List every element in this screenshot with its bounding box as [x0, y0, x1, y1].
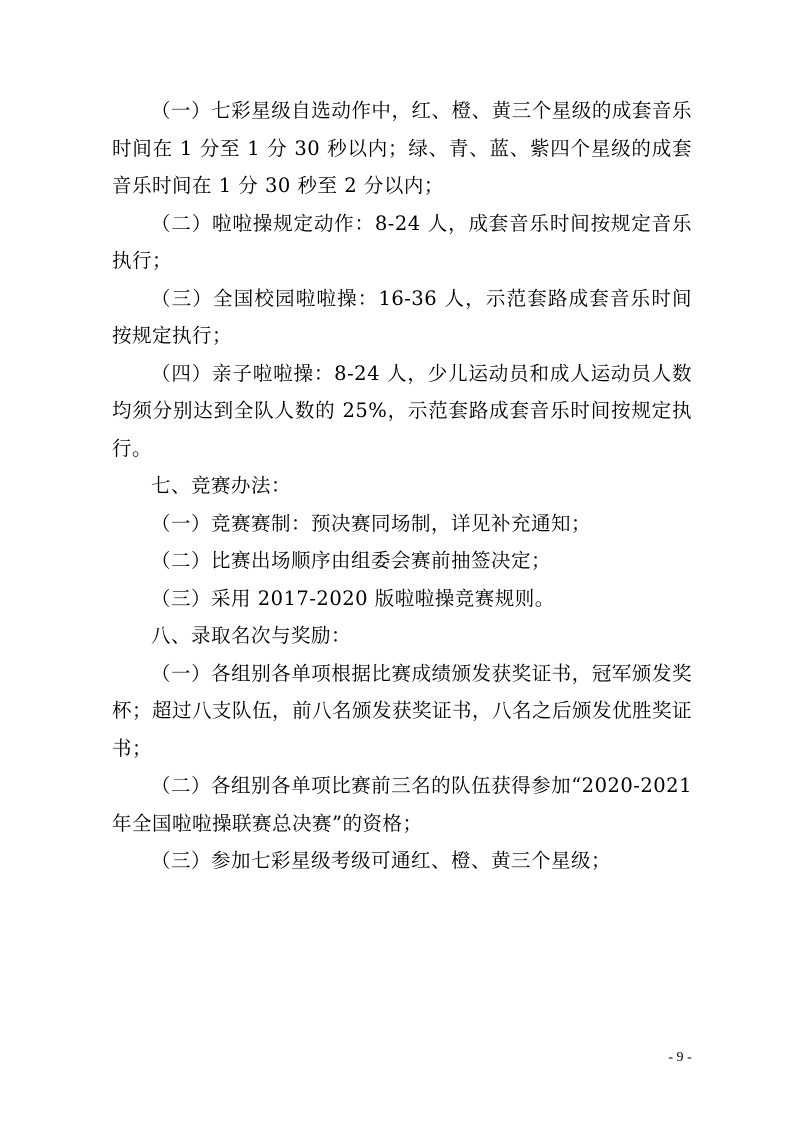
- page-number: - 9 -: [668, 1050, 692, 1065]
- paragraph-campus-cheer: （三）全国校园啦啦操：16-36 人，示范套路成套音乐时间按规定执行；: [112, 286, 692, 347]
- paragraph-finals-qualification: （二）各组别各单项比赛前三名的队伍获得参加“2020-2021 年全国啦啦操联赛总决赛”的资格；: [112, 774, 692, 835]
- section-heading-competition-method: 七、竞赛办法：: [151, 474, 292, 497]
- paragraph-competition-format: （一）竞赛赛制：预决赛同场制，详见补充通知；: [151, 511, 592, 535]
- paragraph-time-limits: （一）七彩星级自选动作中，红、橙、黄三个星级的成套音乐时间在 1 分至 1 分 30 秒以内；绿、青、蓝、紫四个星级的成套音乐时间在 1 分 30 秒至 2 分以内；: [112, 99, 692, 197]
- paragraph-cheer-rules: （二）啦啦操规定动作：8-24 人，成套音乐时间按规定音乐执行；: [112, 211, 692, 272]
- paragraph-parent-child: （四）亲子啦啦操：8-24 人，少儿运动员和成人运动员人数均须分别达到全队人数的 25%，示范套路成套音乐时间按规定执行。: [112, 361, 692, 460]
- paragraph-star-levels: （三）参加七彩星级考级可通红、橙、黄三个星级；: [151, 849, 612, 872]
- document-body: [112, 92, 692, 880]
- paragraph-rules-version: （三）采用 2017-2020 版啦啦操竞赛规则。: [151, 586, 555, 610]
- paragraph-certificates: （一）各组别各单项根据比赛成绩颁发获奖证书，冠军颁发奖杯；超过八支队伍，前八名颁发获奖证书，八名之后颁发优胜奖证书；: [112, 661, 693, 760]
- paragraph-draw-order: （二）比赛出场顺序由组委会赛前抽签决定；: [151, 549, 552, 572]
- section-heading-awards: 八、录取名次与奖励：: [151, 624, 352, 647]
